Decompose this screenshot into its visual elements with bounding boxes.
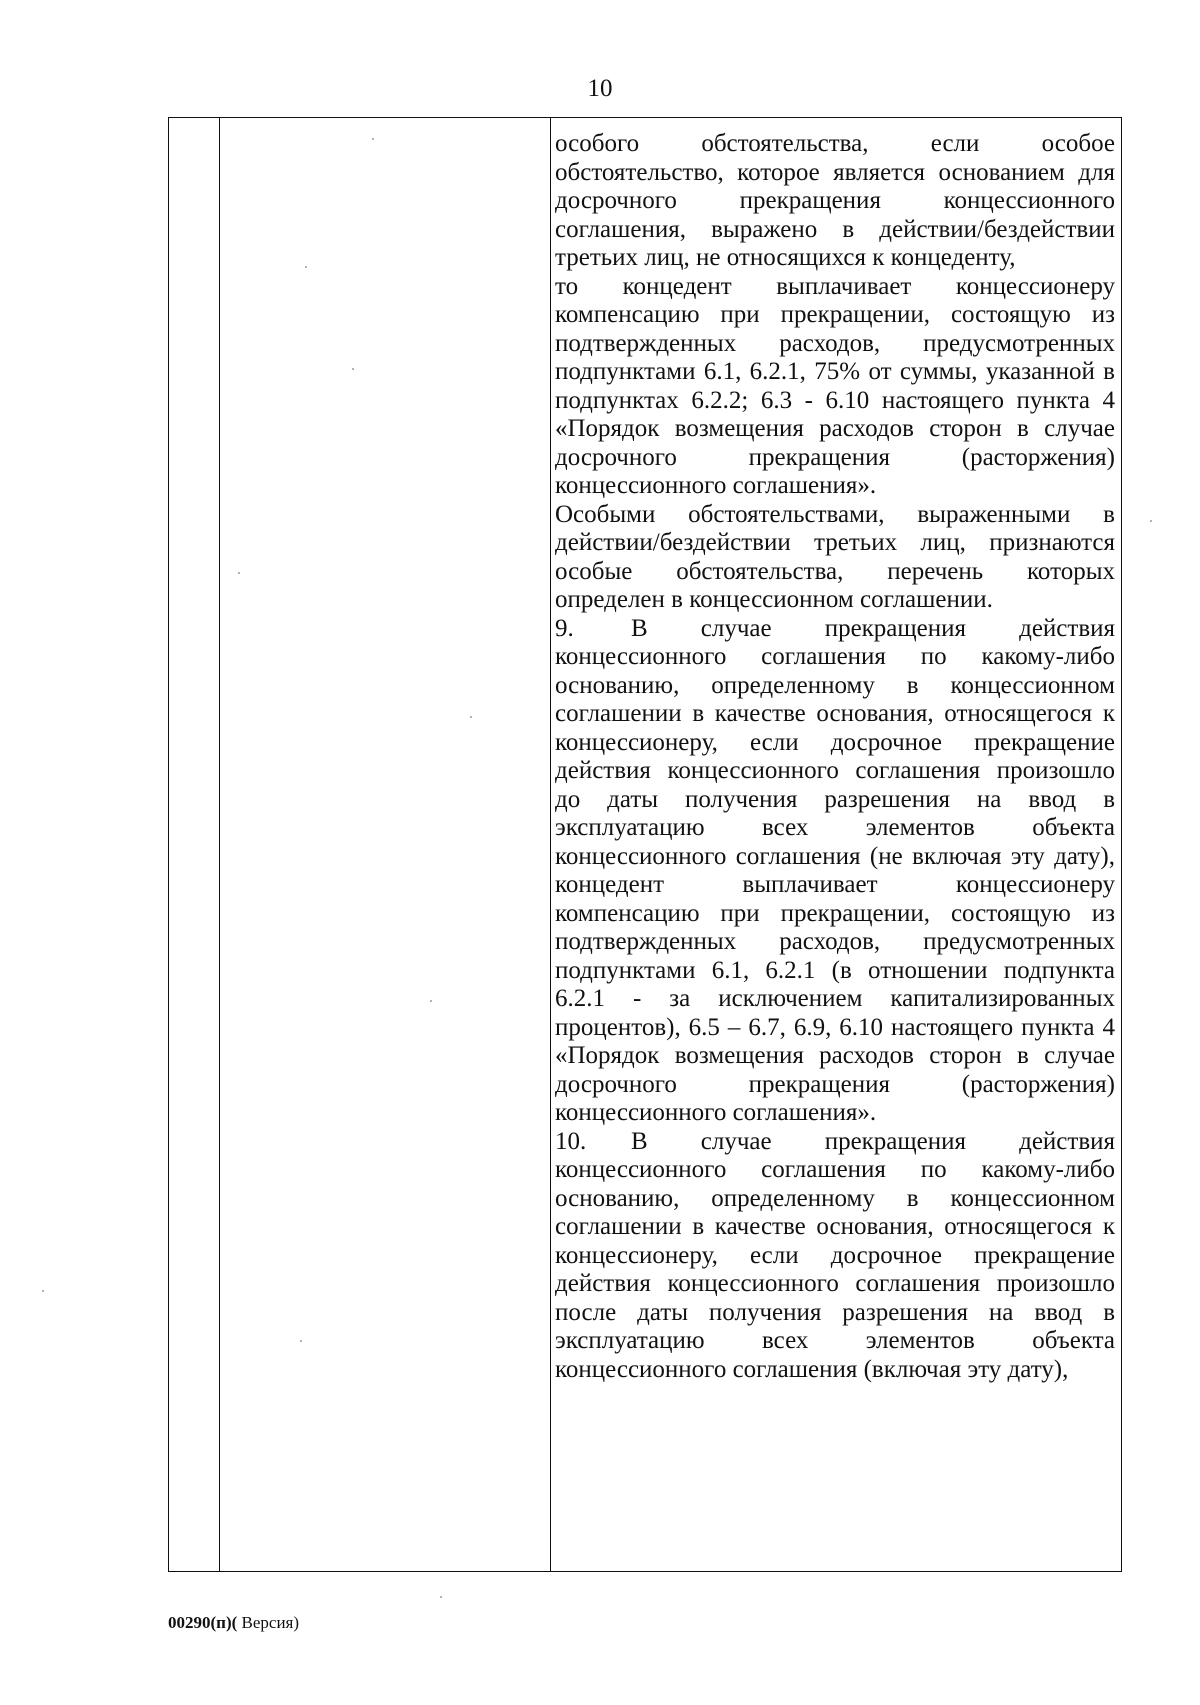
paragraph-number: 10. [555, 1127, 587, 1155]
footer-code: 00290(п)( [168, 1613, 238, 1632]
table-column-divider [550, 118, 551, 1571]
scan-speck [470, 716, 472, 718]
document-table [168, 117, 1122, 1572]
scan-speck [300, 1340, 302, 1342]
scan-speck [440, 1596, 442, 1598]
page-number: 10 [587, 75, 613, 102]
numbered-paragraph [555, 1128, 1115, 1385]
paragraph-text: В случае прекращения действия концессионного соглашения по какому-либо основанию, определенному в концессионном соглашении в качестве основания, относящегося к концессионеру, если досрочное прекращение действия концессионного соглашения произошло после даты получения разрешения на ввод в эксплуатацию всех элементов объекта концессионного соглашения (включая эту дату), [555, 1127, 1115, 1383]
footer-version [168, 1612, 299, 1634]
paragraph [555, 273, 1115, 501]
table-cell-text [555, 130, 1115, 1384]
paragraph-text: особого обстоятельства, если особое обстоятельство, которое является основанием для досрочного прекращения концессионного соглашения, выражено в действии/бездействии третьих лиц, не относящихся к концеденту, [555, 130, 1115, 271]
footer-version-label: Версия) [237, 1613, 300, 1632]
scan-speck [238, 572, 240, 574]
scan-speck [372, 138, 374, 140]
table-column-divider [219, 118, 220, 1571]
paragraph [555, 130, 1115, 273]
scan-speck [430, 1000, 432, 1002]
paragraph-text: то концедент выплачивает концессионеру компенсацию при прекращении, состоящую из подтвержденных расходов, предусмотренных подпунктами 6.1, 6.2.1, 75% от суммы, указанной в подпунктах 6.2.2; 6.3 - 6.10 настоящего пункта 4 «Порядок возмещения расходов сторон в случае досрочного прекращения (расторжения) концессионного соглашения». [555, 272, 1115, 499]
numbered-paragraph [555, 615, 1115, 1128]
scan-speck [305, 266, 307, 268]
paragraph-number: 9. [555, 614, 574, 642]
paragraph [555, 501, 1115, 615]
paragraph-text: В случае прекращения действия концессионного соглашения по какому-либо основанию, определенному в концессионном соглашении в качестве основания, относящегося к концессионеру, если досрочное прекращение действия концессионного соглашения произошло до даты получения разрешения на ввод в эксплуатацию всех элементов объекта концессионного соглашения (не включая эту дату), концедент выплачивает концессионеру компенсацию при прекращении, состоящую из подтвержденных расходов, предусмотренных подпунктами 6.1, 6.2.1 (в отношении подпункта 6.2.1 - за исключением капитализированных процентов), 6.5 – 6.7, 6.9, 6.10 настоящего пункта 4 «Порядок возмещения расходов сторон в случае досрочного прекращения (расторжения) концессионного соглашения». [555, 614, 1115, 1126]
scan-speck [352, 368, 354, 370]
scan-speck [1150, 520, 1152, 522]
paragraph-text: Особыми обстоятельствами, выраженными в действии/бездействии третьих лиц, признаются особые обстоятельства, перечень которых определен в концессионном соглашении. [555, 500, 1115, 613]
scan-speck [42, 1290, 44, 1292]
